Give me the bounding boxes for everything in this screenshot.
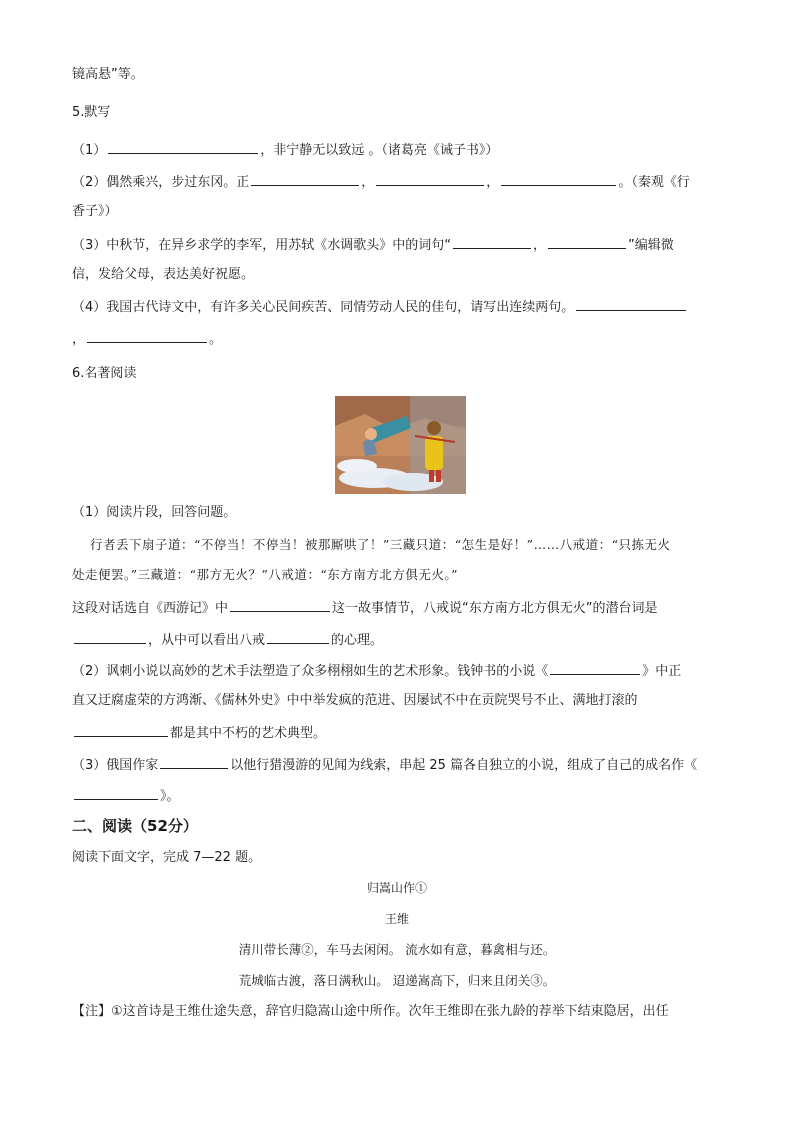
punctuation: ， — [72, 332, 86, 347]
poem-line: 荒城临古渡，落日满秋山。 迢递嵩高下，归来且闭关③。 — [238, 973, 556, 988]
question-text: 这段对话选自《西游记》中 — [72, 601, 229, 616]
question-text: 这一故事情节，八戒说“东方南方北方俱无火”的潜台词是 — [332, 601, 658, 616]
punctuation: ， — [361, 175, 375, 190]
question-6-1-cont — [72, 630, 383, 650]
question-6-3 — [72, 755, 697, 775]
answer-blank[interactable] — [74, 630, 146, 644]
answer-blank[interactable] — [74, 786, 158, 800]
section-title-dictation: 5.默写 — [72, 105, 111, 120]
question-text: 以他行猎漫游的见闻为线索，串起 25 篇各自独立的小说，组成了自己的成名作《 — [230, 758, 698, 773]
question-5-2 — [72, 172, 690, 192]
answer-blank[interactable] — [576, 297, 686, 311]
question-5-3 — [72, 235, 674, 255]
question-6-1: （1）阅读片段，回答问题。 — [72, 505, 237, 520]
poem-author: 王维 — [384, 912, 409, 926]
question-6-1-text — [72, 598, 658, 618]
question-text: 的心理。 — [331, 633, 384, 648]
question-text: 。（秦观《行 — [618, 175, 690, 190]
answer-blank[interactable] — [267, 630, 329, 644]
question-6-2-cont — [72, 723, 326, 743]
question-text: （4）我国古代诗文中，有许多关心民间疾苦、同情劳动人民的佳句，请写出连续两句。 — [72, 300, 575, 315]
excerpt-line: 行者丢下扇子道：“不停当！不停当！被那厮哄了！”三藏只道：“怎生是好！”……八戒道：“只拣无火 — [90, 537, 671, 552]
question-number: （1） — [72, 143, 107, 158]
text-line: 香子》） — [72, 204, 118, 219]
poem-title: 归嵩山作① — [366, 881, 427, 895]
answer-blank[interactable] — [550, 661, 640, 675]
question-text: （3）俄国作家 — [72, 758, 159, 773]
answer-blank[interactable] — [251, 172, 359, 186]
punctuation: ， — [533, 238, 547, 253]
answer-blank[interactable] — [453, 235, 531, 249]
answer-blank[interactable] — [74, 723, 168, 737]
question-5-1 — [72, 140, 498, 160]
answer-blank[interactable] — [548, 235, 626, 249]
question-5-4 — [72, 297, 688, 317]
poem-line: 清川带长薄②，车马去闲闲。 流水如有意，暮禽相与还。 — [238, 942, 556, 957]
question-text: 》中正 — [642, 664, 682, 679]
text-line: 信，发给父母，表达美好祝愿。 — [72, 267, 255, 282]
question-text: ，从中可以看出八戒 — [148, 633, 266, 648]
punctuation: 。 — [209, 332, 223, 347]
question-text: ”编辑微 — [628, 238, 674, 253]
question-text: 》。 — [160, 789, 180, 804]
question-6-2 — [72, 661, 681, 681]
answer-blank[interactable] — [376, 172, 484, 186]
question-text: （3）中秋节，在异乡求学的李军，用苏轼《水调歌头》中的词句“ — [72, 238, 452, 253]
poem-note: 【注】①这首诗是王维仕途失意，辞官归隐嵩山途中所作。次年王维即在张九龄的荐举下结束隐居，出任 — [72, 1004, 669, 1019]
question-text: 都是其中不朽的艺术典型。 — [170, 726, 327, 741]
question-text: （2）偶然乘兴，步过东冈。正 — [72, 175, 250, 190]
excerpt-line: 处走便罢。”三藏道：“那方无火？”八戒道：“东方南方北方俱无火。” — [72, 567, 458, 582]
monkey-king-illustration — [335, 396, 466, 494]
reading-instruction: 阅读下面文字，完成 7—22 题。 — [72, 850, 262, 865]
text-line: 镜高悬”等。 — [72, 67, 144, 82]
text-line: 直又迂腐虚荣的方鸿渐、《儒林外史》中中举发疯的范进、因屡试不中在贡院哭号不止、满地打滚的 — [72, 693, 638, 708]
answer-blank[interactable] — [87, 329, 207, 343]
section-title-classics: 6.名著阅读 — [72, 366, 137, 381]
answer-blank[interactable] — [230, 598, 330, 612]
answer-blank[interactable] — [108, 140, 258, 154]
question-text: ，非宁静无以致远 。（诸葛亮《诫子书》） — [260, 143, 499, 158]
answer-blank[interactable] — [501, 172, 616, 186]
question-5-4-cont — [72, 329, 222, 349]
question-text: （2）讽刺小说以高妙的艺术手法塑造了众多栩栩如生的艺术形象。钱钟书的小说《 — [72, 664, 549, 679]
answer-blank[interactable] — [160, 755, 228, 769]
punctuation: ， — [486, 175, 500, 190]
question-6-3-cont — [72, 786, 180, 806]
section-heading-reading: 二、阅读（52分） — [72, 817, 198, 835]
